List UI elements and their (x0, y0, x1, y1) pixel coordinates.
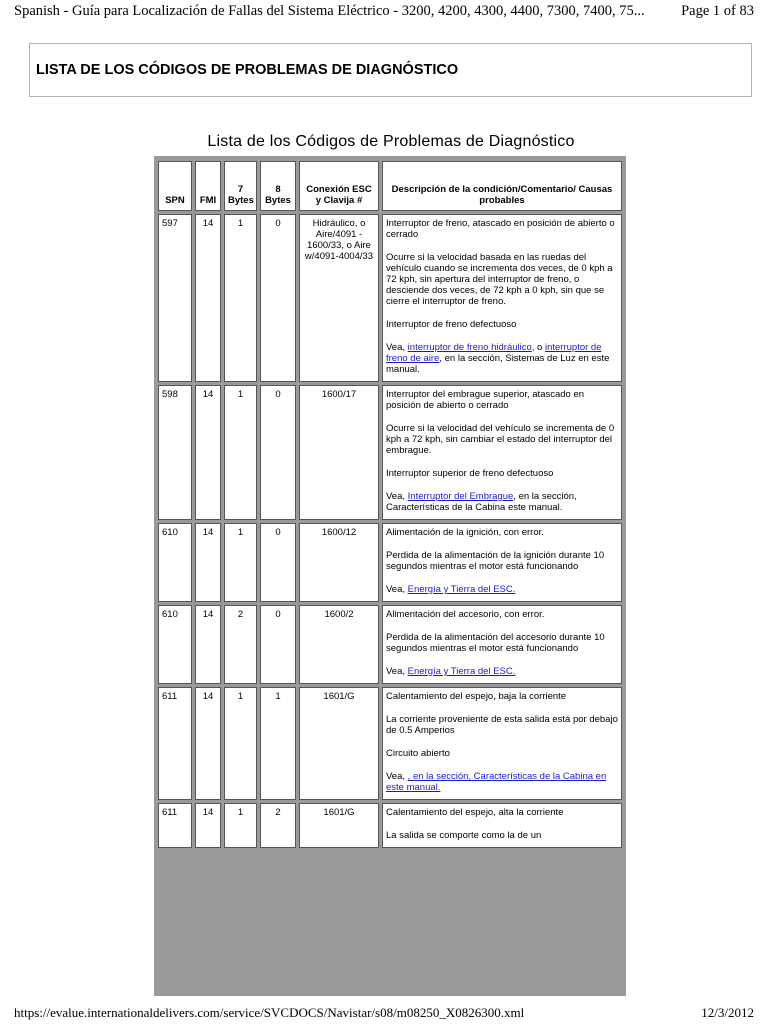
footer-url: https://evalue.internationaldelivers.com/service/SVCDOCS/Navistar/s08/m08250_X0826300.xml (14, 1005, 525, 1020)
cell-connection: 1601/G (299, 803, 379, 848)
cell-8-bytes: 0 (260, 214, 296, 382)
desc-reference (386, 584, 618, 595)
section-heading: LISTA DE LOS CÓDIGOS DE PROBLEMAS DE DIAGNÓSTICO (36, 62, 459, 78)
reference-connector: , o (531, 342, 543, 353)
desc-cause: Interruptor superior de freno defectuoso (386, 468, 554, 479)
hydraulic-brake-switch-link[interactable]: interruptor de freno hidráulico (407, 342, 532, 353)
desc-reference (386, 666, 618, 677)
table-row (158, 523, 622, 602)
cell-description (382, 605, 622, 684)
see-label: Vea, (386, 771, 406, 782)
cell-fmi: 14 (195, 523, 221, 602)
desc-cause: Circuito abierto (386, 748, 450, 759)
table-row (158, 605, 622, 684)
cell-connection: 1600/17 (299, 385, 379, 520)
table-row (158, 385, 622, 520)
page-footer (14, 1002, 754, 1024)
cell-8-bytes: 0 (260, 523, 296, 602)
col-header-description: Descripción de la condición/Comentario/ Causas probables (382, 161, 622, 211)
col-header-spn: SPN (158, 161, 192, 211)
cell-connection: 1601/G (299, 687, 379, 800)
col-header-connection: Conexión ESC y Clavija # (299, 161, 379, 211)
see-label: Vea, (386, 584, 406, 595)
cell-description (382, 523, 622, 602)
cell-connection: 1600/12 (299, 523, 379, 602)
cell-fmi: 14 (195, 385, 221, 520)
cell-spn: 598 (158, 385, 192, 520)
cell-7-bytes: 1 (224, 385, 257, 520)
desc-condition: Interruptor de freno, atascado en posición de abierto o cerrado (386, 218, 615, 240)
dtc-table-frame (154, 156, 626, 996)
section-heading-box (29, 43, 752, 97)
cell-spn: 610 (158, 523, 192, 602)
desc-reference (386, 491, 618, 513)
desc-comment: Ocurre si la velocidad del vehículo se incrementa de 0 kph a 72 kph, sin cambiar el estado del interruptor del embrague. (386, 423, 615, 456)
air-brake-switch-link[interactable]: interruptor de freno de aire (386, 342, 602, 364)
dtc-table (155, 158, 625, 851)
cell-spn: 611 (158, 687, 192, 800)
cell-description (382, 385, 622, 520)
desc-comment: La corriente proveniente de esta salida está por debajo de 0.5 Amperios (386, 714, 618, 736)
esc-power-ground-link[interactable]: Energía y Tierra del ESC. (407, 584, 516, 595)
clutch-switch-link[interactable]: Interruptor del Embrague (407, 491, 514, 502)
cell-connection: Hidráulico, o Aire/4091 - 1600/33, o Aire w/4091-4004/33 (299, 214, 379, 382)
desc-condition: Alimentación del accesorio, con error. (386, 609, 545, 620)
cell-spn: 597 (158, 214, 192, 382)
cell-7-bytes: 1 (224, 687, 257, 800)
cell-7-bytes: 1 (224, 214, 257, 382)
cell-fmi: 14 (195, 687, 221, 800)
desc-condition: Interruptor del embrague superior, atascado en posición de abierto o cerrado (386, 389, 585, 411)
desc-condition: Calentamiento del espejo, baja la corriente (386, 691, 567, 702)
header-title: Spanish - Guía para Localización de Fallas del Sistema Eléctrico - 3200, 4200, 4300, 4400, 7300, 7400, 75... (14, 2, 645, 19)
document-title: Lista de los Códigos de Problemas de Diagnóstico (207, 133, 575, 150)
table-row (158, 214, 622, 382)
col-header-8-bytes: 8 Bytes (260, 161, 296, 211)
desc-reference (386, 771, 618, 793)
cell-description (382, 214, 622, 382)
cell-7-bytes: 1 (224, 523, 257, 602)
desc-cause: Interruptor de freno defectuoso (386, 319, 517, 330)
desc-comment: Ocurre si la velocidad basada en las ruedas del vehículo cuando se incrementa dos veces, de 0 kph a 72 kph, sin apertura del interruptor de freno, o desciende dos veces, de 72 kph a 0 kph, sin que se cierre el interruptor de freno. (386, 252, 613, 307)
cell-fmi: 14 (195, 803, 221, 848)
desc-comment: Perdida de la alimentación del accesorio durante 10 segundos mientras el motor está funcionando (386, 632, 605, 654)
desc-condition: Calentamiento del espejo, alta la corriente (386, 807, 564, 818)
table-row (158, 803, 622, 848)
page-header (14, 0, 754, 22)
cab-features-link[interactable]: , en la sección, Características de la Cabina en este manual. (386, 771, 607, 793)
cell-7-bytes: 1 (224, 803, 257, 848)
cell-fmi: 14 (195, 214, 221, 382)
desc-condition: Alimentación de la ignición, con error. (386, 527, 544, 538)
cell-8-bytes: 0 (260, 385, 296, 520)
esc-power-ground-link[interactable]: Energía y Tierra del ESC. (407, 666, 516, 677)
cell-8-bytes: 0 (260, 605, 296, 684)
cell-connection: 1600/2 (299, 605, 379, 684)
reference-tail: , en la sección, Características de la Cabina este manual. (386, 491, 577, 513)
see-label: Vea, (386, 666, 406, 677)
desc-comment: La salida se comporte como la de un (386, 830, 542, 841)
desc-comment: Perdida de la alimentación de la ignición durante 10 segundos mientras el motor está funcionando (386, 550, 605, 572)
cell-spn: 610 (158, 605, 192, 684)
desc-reference (386, 342, 618, 375)
reference-tail: , en la sección, Sistemas de Luz en este manual. (386, 353, 610, 375)
col-header-7-bytes: 7 Bytes (224, 161, 257, 211)
table-header-row (158, 161, 622, 211)
cell-description (382, 687, 622, 800)
cell-8-bytes: 1 (260, 687, 296, 800)
cell-8-bytes: 2 (260, 803, 296, 848)
cell-fmi: 14 (195, 605, 221, 684)
col-header-fmi: FMI (195, 161, 221, 211)
cell-spn: 611 (158, 803, 192, 848)
see-label: Vea, (386, 491, 406, 502)
table-row (158, 687, 622, 800)
see-label: Vea, (386, 342, 406, 353)
cell-7-bytes: 2 (224, 605, 257, 684)
footer-date: 12/3/2012 (701, 1005, 754, 1020)
header-page-number: Page 1 of 83 (681, 2, 754, 19)
cell-description (382, 803, 622, 848)
